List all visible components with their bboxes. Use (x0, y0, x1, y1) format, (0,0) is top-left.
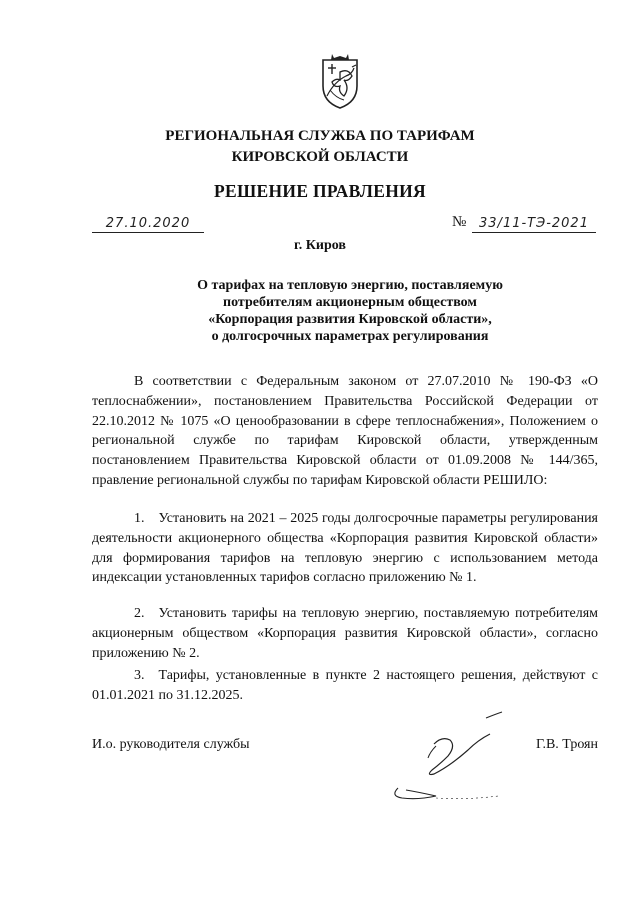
signatory-position: И.о. руководителя службы (92, 737, 250, 752)
intro-paragraph: В соответствии с Федеральным законом от 27.07.2010 № 190-ФЗ «О теплоснабжении», постановлением Правительства Российской Федерации от 22.10.2012 № 1075 «О ценообразовании в сфере теплоснабжения», Положением о региональной службе по тарифам Кировской области, утвержденным постановлением Правительства Кировской области от 01.09.2008 № 144/365, правление региональной службы по тарифам Кировской области РЕШИЛО: (92, 374, 598, 488)
document-type: РЕШЕНИЕ ПРАВЛЕНИЯ (214, 181, 426, 201)
resolution-item-1: 1. Установить на 2021 – 2025 годы долгосрочные параметры регулирования деятельности акционерного общества «Корпорация развития Кировской области» для формирования тарифов на тепловую энергию с использованием метода индексации установленных тарифов согласно приложению № 1. (92, 511, 598, 586)
subject-line2: потребителям акционерным обществом (223, 295, 477, 310)
subject-line3: «Корпорация развития Кировской области», (208, 312, 492, 327)
org-name-line2: КИРОВСКОЙ ОБЛАСТИ (231, 149, 409, 165)
handwritten-signature-icon (378, 700, 528, 810)
subject-line1: О тарифах на тепловую энергию, поставляемую (197, 278, 503, 293)
resolution-item-2: 2. Установить тарифы на тепловую энергию, поставляемую потребителям акционерным обществом «Корпорация развития Кировской области», согласно приложению № 2. (92, 606, 598, 661)
coat-of-arms-icon (318, 52, 362, 110)
document-date: 27.10.2020 (92, 215, 204, 233)
document-number: 33/11-ТЭ-2021 (472, 215, 596, 233)
org-name-line1: РЕГИОНАЛЬНАЯ СЛУЖБА ПО ТАРИФАМ (165, 128, 475, 144)
resolution-item-3: 3. Тарифы, установленные в пункте 2 настоящего решения, действуют с 01.01.2021 по 31.12.2025. (92, 668, 598, 703)
number-label: № (452, 214, 467, 230)
city: г. Киров (294, 238, 346, 253)
subject-line4: о долгосрочных параметрах регулирования (211, 329, 489, 344)
signatory-name: Г.В. Троян (535, 737, 598, 752)
